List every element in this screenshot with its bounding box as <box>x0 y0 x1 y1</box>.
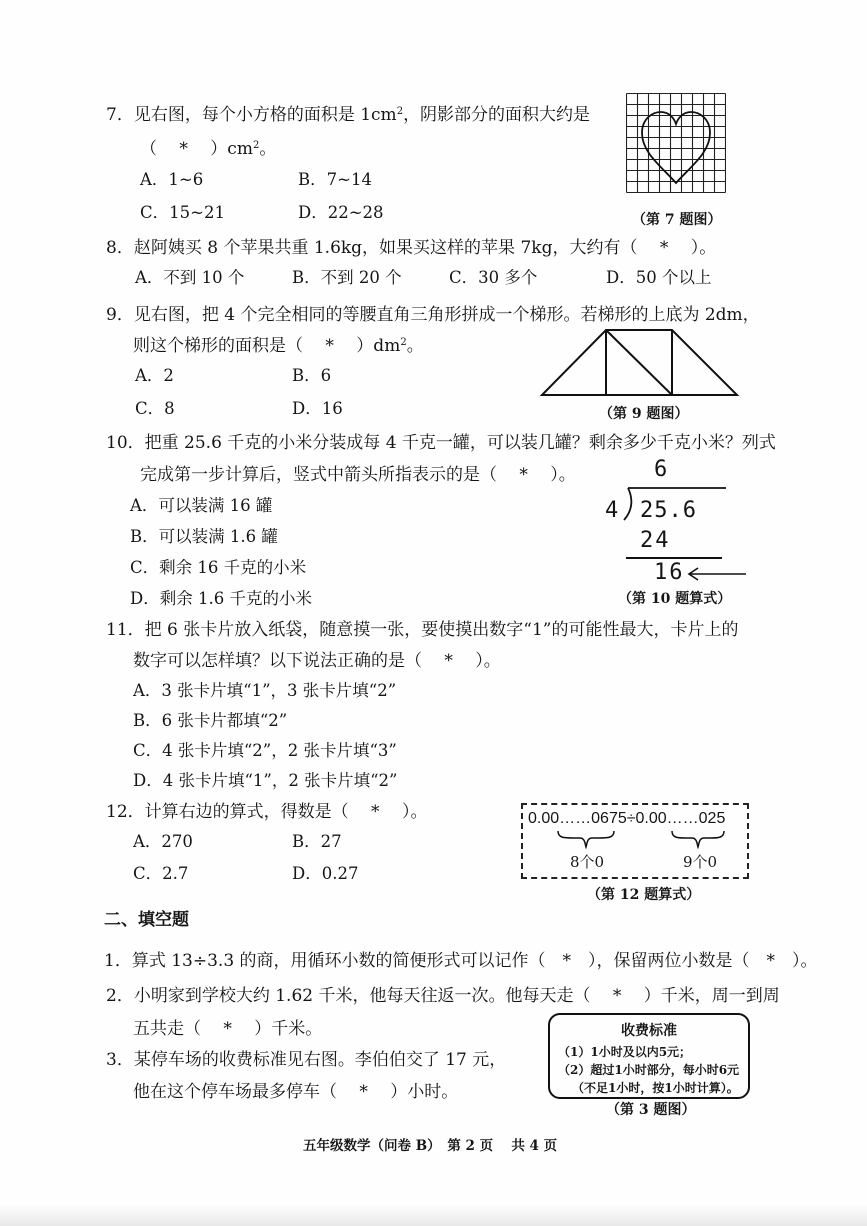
division-dividend: 25.6 <box>640 498 697 523</box>
q10-option-c: C．剩余 16 千克的小米 <box>130 558 307 577</box>
q8-option-b: B．不到 20 个 <box>292 268 402 287</box>
division-divisor: 4 <box>605 498 619 523</box>
q12-option-b: B．27 <box>292 832 342 851</box>
division-remainder: 16 <box>654 560 685 585</box>
q11-option-a: A．3 张卡片填“1”，3 张卡片填“2” <box>133 681 397 700</box>
f1-line: 1．算式 13÷3.3 的商，用循环小数的简便形式可以记作（ * ），保留两位小数是（ * ）。 <box>104 951 818 971</box>
q7-option-d: D．22~28 <box>298 203 384 222</box>
q9-option-c: C．8 <box>135 399 175 418</box>
q7-line2: （ * ）$cm^2$。 <box>140 139 277 159</box>
fee-standard-title: 收费标准 <box>621 1023 677 1039</box>
q8-option-d: D．50 个以上 <box>606 268 712 287</box>
fee-standard-line-3: （不足1小时，按1小时计算）。 <box>572 1081 739 1095</box>
q10-option-d: D．剩余 1.6 千克的小米 <box>130 589 312 608</box>
q7-option-a: A．1~6 <box>140 170 204 189</box>
q9-trapezoid-figure <box>538 326 764 398</box>
q9-option-d: D．16 <box>292 399 343 418</box>
page-footer: 五年级数学（问卷 B） 第 2 页 共 4 页 <box>303 1138 558 1154</box>
division-line <box>626 557 722 559</box>
q9-caption: （第 9 题图） <box>599 406 689 422</box>
q12-line1: 12．计算右边的算式，得数是（ * ）。 <box>106 802 428 822</box>
f3-caption: （第 3 题图） <box>606 1102 696 1118</box>
q10-line1: 10．把重 25.6 千克的小米分装成每 4 千克一罐，可以装几罐？剩余多少千克小米？列式 <box>106 433 776 453</box>
section-title-fill-blank: 二、填空题 <box>104 910 189 930</box>
fee-standard-box <box>548 1013 750 1099</box>
q9-line1: 9．见右图，把 4 个完全相同的等腰直角三角形拼成一个梯形。若梯形的上底为 2dm， <box>106 305 760 325</box>
q12-option-d: D．0.27 <box>292 864 359 883</box>
q12-brace-label-2: 9个0 <box>683 853 718 871</box>
q12-braces <box>554 828 734 850</box>
q12-option-c: C．2.7 <box>133 864 189 883</box>
q7-option-c: C．15~21 <box>140 203 225 222</box>
q7-line1: 7．见右图，每个小方格的面积是 $1cm^2$，阴影部分的面积大约是 <box>106 105 591 125</box>
q7-caption: （第 7 题图） <box>632 212 722 228</box>
q12-caption: （第 12 题算式） <box>587 887 701 903</box>
f2-line2: 五共走（ * ）千米。 <box>133 1019 323 1039</box>
q11-option-c: C．4 张卡片填“2”，2 张卡片填“3” <box>133 741 397 760</box>
q7-option-b: B．7~14 <box>298 170 372 189</box>
q12-brace-label-1: 8个0 <box>570 853 605 871</box>
fee-standard-line-2: （2）超过1小时部分，每小时6元 <box>558 1063 740 1077</box>
fee-standard-line-1: （1）1小时及以内5元； <box>558 1045 692 1059</box>
q12-option-a: A．270 <box>133 832 193 851</box>
q11-option-d: D．4 张卡片填“1”，2 张卡片填“2” <box>133 771 398 790</box>
q10-option-b: B．可以装满 1.6 罐 <box>130 527 278 546</box>
f3-line2: 他在这个停车场最多停车（ * ）小时。 <box>133 1082 459 1102</box>
q7-heart-grid-figure <box>626 93 726 193</box>
q9-option-a: A．2 <box>135 366 174 385</box>
q9-option-b: B．6 <box>292 366 332 385</box>
q12-expression: 0.00……0675÷0.00……025 <box>528 810 726 827</box>
q8-line1: 8．赵阿姨买 8 个苹果共重 1.6kg，如果买这样的苹果 7kg，大约有（ * ）。 <box>106 238 717 258</box>
division-quotient: 6 <box>654 457 668 482</box>
q8-option-c: C．30 多个 <box>449 268 538 287</box>
f2-line1: 2．小明家到学校大约 1.62 千米，他每天往返一次。他每天走（ * ）千米，周一到周 <box>106 986 780 1006</box>
division-product: 24 <box>640 528 671 553</box>
f3-line1: 3．某停车场的收费标准见右图。李伯伯交了 17 元， <box>106 1050 507 1070</box>
q8-option-a: A．不到 10 个 <box>135 268 245 287</box>
scan-edge-shadow <box>0 1204 867 1226</box>
q11-option-b: B．6 张卡片都填“2” <box>133 711 288 730</box>
q11-line1: 11．把 6 张卡片放入纸袋，随意摸一张，要使摸出数字“1”的可能性最大，卡片上的 <box>106 620 739 640</box>
q10-caption: （第 10 题算式） <box>618 591 732 607</box>
q10-line2: 完成第一步计算后，竖式中箭头所指表示的是（ * ）。 <box>140 465 576 485</box>
q10-option-a: A．可以装满 16 罐 <box>130 496 273 515</box>
q9-line2: 则这个梯形的面积是（ * ）$dm^2$。 <box>133 336 424 356</box>
arrow-left-icon <box>686 566 748 582</box>
q11-line2: 数字可以怎样填？以下说法正确的是（ * ）。 <box>133 651 501 671</box>
